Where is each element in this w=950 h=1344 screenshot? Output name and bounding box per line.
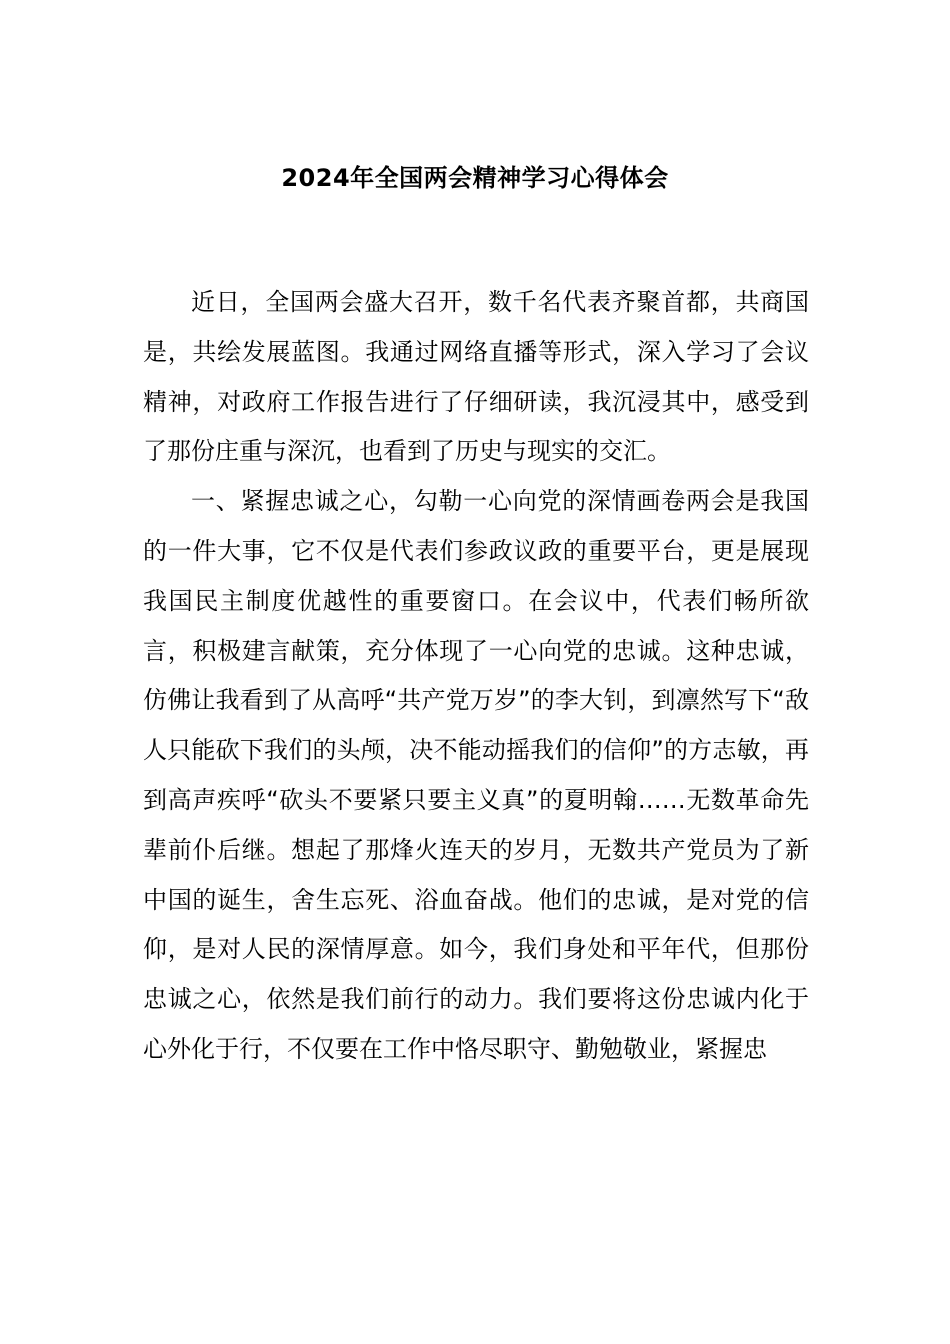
paragraph-intro: 近日，全国两会盛大召开，数千名代表齐聚首都，共商国是，共绘发展蓝图。我通过网络直播等形式，深入学习了会议精神，对政府工作报告进行了仔细研读，我沉浸其中，感受到了那份庄重与深沉，也看到了历史与现实的交汇。: [143, 288, 809, 466]
document-body: [143, 278, 809, 1075]
paragraph-section-one: 一、紧握忠诚之心，勾勒一心向党的深情画卷两会是我国的一件大事，它不仅是代表们参政议政的重要平台，更是展现我国民主制度优越性的重要窗口。在会议中，代表们畅所欲言，积极建言献策，充分体现了一心向党的忠诚。这种忠诚，仿佛让我看到了从高呼“共产党万岁”的李大钊，到凛然写下“敌人只能砍下我们的头颅，决不能动摇我们的信仰”的方志敏，再到高声疾呼“砍头不要紧只要主义真”的夏明翰……无数革命先辈前仆后继。想起了那烽火连天的岁月，无数共产党员为了新中国的诞生，舍生忘死、浴血奋战。他们的忠诚，是对党的信仰，是对人民的深情厚意。如今，我们身处和平年代，但那份忠诚之心，依然是我们前行的动力。我们要将这份忠诚内化于心外化于行，不仅要在工作中恪尽职守、勤勉敬业，紧握忠: [143, 487, 809, 1063]
document-title: 2024年全国两会精神学习心得体会: [281, 164, 669, 192]
